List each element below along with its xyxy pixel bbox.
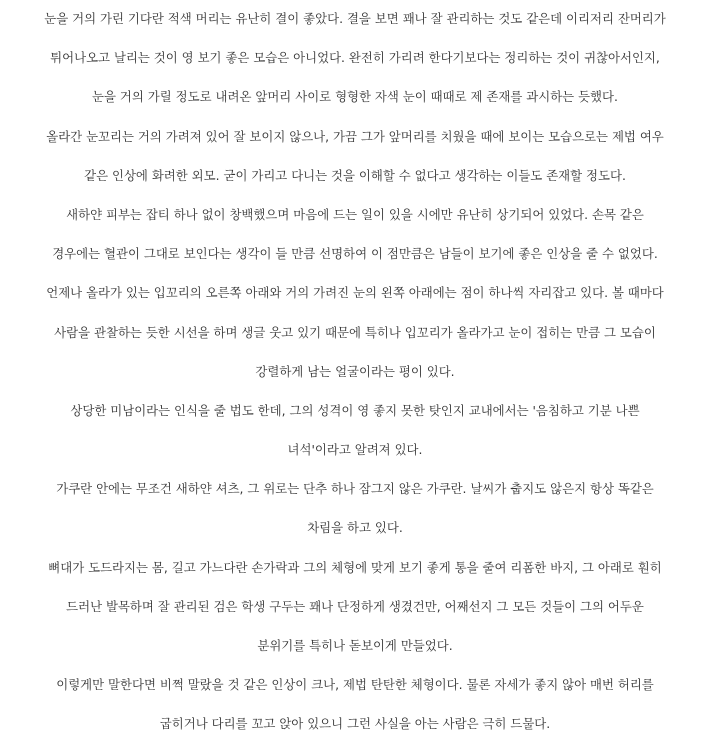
text-line: 새하얀 피부는 잡티 하나 없이 창백했으며 마음에 드는 일이 있을 시에만 유난히 상기되어 있었다. 손목 같은 — [66, 206, 644, 222]
text-line: 눈을 거의 가릴 정도로 내려온 앞머리 사이로 형형한 자색 눈이 때때로 제 존재를 과시하는 듯했다. — [92, 89, 618, 105]
text-line: 올라간 눈꼬리는 거의 가려져 있어 잘 보이지 않으나, 가끔 그가 앞머리를 치웠을 때에 보이는 모습으로는 제법 여우 — [46, 128, 664, 144]
text-line: 뼈대가 도드라지는 몸, 길고 가느다란 손가락과 그의 체형에 맞게 보기 좋게 통을 줄여 리폼한 바지, 그 아래로 훤히 — [48, 559, 662, 575]
text-line: 경우에는 혈관이 그대로 보인다는 생각이 들 만큼 선명하여 이 점만큼은 남들이 보기에 좋은 인상을 줄 수 없었다. — [52, 246, 658, 262]
text-line: 분위기를 특히나 돋보이게 만들었다. — [257, 638, 453, 653]
text-line: 눈을 거의 가린 기다란 적색 머리는 유난히 결이 좋았다. 결을 보면 꽤나 잘 관리하는 것도 같은데 이리저리 잔머리가 — [44, 11, 666, 26]
text-line: 튀어나오고 날리는 것이 영 보기 좋은 모습은 아니었다. 완전히 가리려 한다기보다는 정리하는 것이 귀찮아서인지, — [50, 50, 660, 66]
text-line: 녀석'이라고 알려져 있다. — [287, 442, 423, 458]
text-line: 같은 인상에 화려한 외모. 굳이 가리고 다니는 것을 이해할 수 없다고 생각하는 이들도 존재할 정도다. — [84, 167, 626, 183]
text-line: 차림을 하고 있다. — [307, 520, 403, 536]
text-line: 드러난 발목하며 잘 관리된 검은 학생 구두는 꽤나 단정하게 생겼건만, 어째선지 그 모든 것들이 그의 어두운 — [66, 598, 644, 614]
text-line: 이렇게만 말한다면 비쩍 말랐을 것 같은 인상이 크나, 제법 탄탄한 체형이다. 물론 자세가 좋지 않아 매번 허리를 — [56, 677, 654, 693]
text-line: 강렬하게 남는 얼굴이라는 평이 있다. — [255, 363, 455, 379]
text-line: 사람을 관찰하는 듯한 시선을 하며 생글 웃고 있기 때문에 특히나 입꼬리가 올라가고 눈이 접히는 만큼 그 모습이 — [54, 324, 656, 340]
text-line: 상당한 미남이라는 인식을 줄 법도 한데, 그의 성격이 영 좋지 못한 탓인지 교내에서는 '음침하고 기분 나쁜 — [70, 402, 640, 418]
text-line: 언제나 올라가 있는 입꼬리의 오른쪽 아래와 거의 가려진 눈의 왼쪽 아래에는 점이 하나씩 자리잡고 있다. 볼 때마다 — [46, 285, 664, 301]
text-line: 가쿠란 안에는 무조건 새하얀 셔츠, 그 위로는 단추 하나 잠그지 않은 가쿠란. 날씨가 춥지도 않은지 항상 똑같은 — [56, 481, 654, 497]
text-line: 굽히거나 다리를 꼬고 앉아 있으니 그런 사실을 아는 사람은 극히 드물다. — [159, 716, 551, 732]
